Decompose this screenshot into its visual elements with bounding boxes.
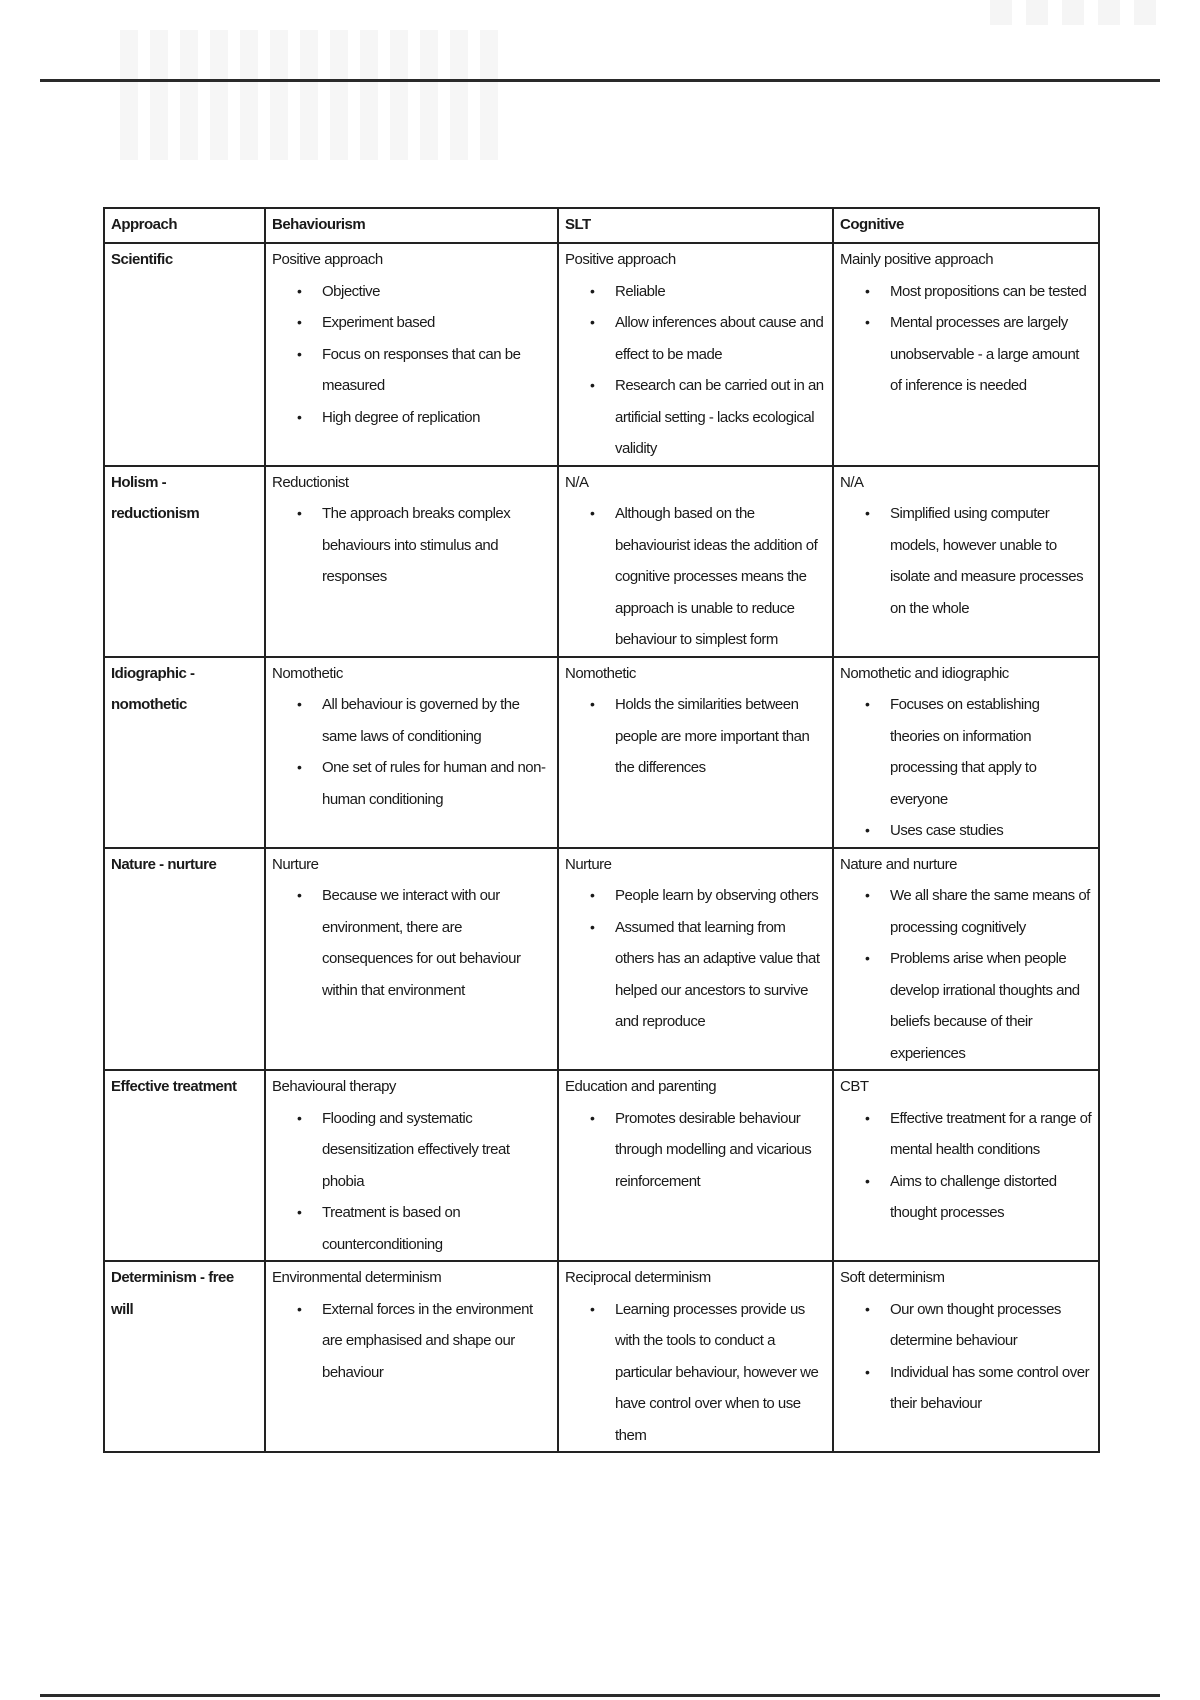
bullet-item: • Reliable: [565, 276, 826, 308]
bullet-item: • Research can be carried out in an artificial setting - lacks ecological validity: [565, 370, 826, 465]
cell-heading: Mainly positive approach: [840, 251, 994, 268]
bullet-item: • Mental processes are largely unobservable - a large amount of inference is needed: [840, 307, 1092, 402]
faded-header-watermark: [120, 30, 500, 160]
cognitive-cell: [833, 1261, 1099, 1452]
bullet-item: • Allow inferences about cause and effect to be made: [565, 307, 826, 370]
header-cell-approach: Approach: [104, 208, 265, 243]
bullet-item: • Promotes desirable behaviour through modelling and vicarious reinforcement: [565, 1103, 826, 1198]
bullet-item: • Although based on the behaviourist ideas the addition of cognitive processes means the approach is unable to reduce behaviour to simplest form: [565, 498, 826, 656]
cell-heading: CBT: [840, 1078, 869, 1095]
header-cell-cognitive: Cognitive: [833, 208, 1099, 243]
cell-heading: Positive approach: [272, 251, 383, 268]
bullet-item: • Focus on responses that can be measured: [272, 339, 551, 402]
cognitive-cell: [833, 848, 1099, 1071]
cell-heading: Nomothetic and idiographic: [840, 664, 1009, 682]
bullet-item: • Individual has some control over their behaviour: [840, 1357, 1092, 1420]
bullet-item: • People learn by observing others: [565, 880, 826, 912]
bullet-item: • One set of rules for human and non-human conditioning: [272, 752, 551, 815]
cell-heading: Environmental determinism: [272, 1269, 442, 1286]
bullet-item: • Because we interact with our environment, there are consequences for out behaviour within that environment: [272, 880, 551, 1006]
bullet-item: • Most propositions can be tested: [840, 276, 1092, 308]
slt-cell: [558, 657, 833, 848]
behaviourism-cell: [265, 1261, 558, 1452]
cell-heading: Education and parenting: [565, 1078, 717, 1095]
slt-cell: [558, 1070, 833, 1261]
cell-heading: Behavioural therapy: [272, 1078, 396, 1095]
bottom-rule: [40, 1694, 1160, 1697]
cell-heading: Reciprocal determinism: [565, 1269, 711, 1286]
behaviourism-cell: [265, 657, 558, 848]
row-label: Effective treatment: [104, 1070, 265, 1261]
row-label: Idiographic - nomothetic: [104, 657, 265, 848]
bullet-item: • Holds the similarities between people are more important than the differences: [565, 689, 826, 784]
bullet-item: • Focuses on establishing theories on information processing that apply to everyone: [840, 689, 1092, 815]
bullet-item: • Treatment is based on counterconditioning: [272, 1197, 551, 1260]
behaviourism-cell: [265, 848, 558, 1071]
cell-heading: Nomothetic: [565, 664, 636, 682]
table-row: [104, 1070, 1099, 1261]
cognitive-cell: [833, 657, 1099, 848]
cell-heading: Positive approach: [565, 251, 676, 268]
bullet-item: • Problems arise when people develop irrational thoughts and beliefs because of their experiences: [840, 943, 1092, 1069]
slt-cell: [558, 1261, 833, 1452]
behaviourism-cell: [265, 243, 558, 466]
bullet-item: • Flooding and systematic desensitization effectively treat phobia: [272, 1103, 551, 1198]
bullet-item: • Aims to challenge distorted thought processes: [840, 1166, 1092, 1229]
bullet-item: • Assumed that learning from others has an adaptive value that helped our ancestors to survive and reproduce: [565, 912, 826, 1038]
header-cell-slt: SLT: [558, 208, 833, 243]
row-label: Determinism - free will: [104, 1261, 265, 1452]
cell-heading: Nurture: [565, 855, 612, 873]
bullet-item: • Our own thought processes determine behaviour: [840, 1294, 1092, 1357]
bullet-item: • We all share the same means of processing cognitively: [840, 880, 1092, 943]
cell-heading: Nature and nurture: [840, 855, 957, 873]
table-row: [104, 1261, 1099, 1452]
slt-cell: [558, 848, 833, 1071]
bullet-item: • External forces in the environment are emphasised and shape our behaviour: [272, 1294, 551, 1389]
bullet-item: • Uses case studies: [840, 815, 1092, 847]
cognitive-cell: [833, 1070, 1099, 1261]
bullet-item: • The approach breaks complex behaviours into stimulus and responses: [272, 498, 551, 593]
header-cell-behaviourism: Behaviourism: [265, 208, 558, 243]
row-label: Holism - reductionism: [104, 466, 265, 657]
cell-heading: Nurture: [272, 855, 319, 873]
table-header-row: [104, 208, 1099, 243]
slt-cell: [558, 243, 833, 466]
slt-cell: [558, 466, 833, 657]
bullet-item: • Learning processes provide us with the tools to conduct a particular behaviour, however we have control over when to use them: [565, 1294, 826, 1452]
cell-heading: Soft determinism: [840, 1269, 945, 1286]
bullet-item: • High degree of replication: [272, 402, 551, 434]
behaviourism-cell: [265, 466, 558, 657]
table-row: [104, 848, 1099, 1071]
cell-heading: Reductionist: [272, 473, 349, 491]
bullet-item: • Simplified using computer models, however unable to isolate and measure processes on the whole: [840, 498, 1092, 624]
behaviourism-cell: [265, 1070, 558, 1261]
table-row: [104, 243, 1099, 466]
cognitive-cell: [833, 243, 1099, 466]
row-label: Scientific: [104, 243, 265, 466]
bullet-item: • All behaviour is governed by the same laws of conditioning: [272, 689, 551, 752]
faded-corner-mark: [990, 0, 1160, 25]
cell-heading: N/A: [840, 473, 864, 491]
table-row: [104, 657, 1099, 848]
table-row: [104, 466, 1099, 657]
bullet-item: • Experiment based: [272, 307, 551, 339]
bullet-item: • Objective: [272, 276, 551, 308]
cell-heading: N/A: [565, 473, 589, 491]
bullet-item: • Effective treatment for a range of mental health conditions: [840, 1103, 1092, 1166]
row-label: Nature - nurture: [104, 848, 265, 1071]
cell-heading: Nomothetic: [272, 664, 343, 682]
comparison-table: [103, 207, 1100, 1453]
cognitive-cell: [833, 466, 1099, 657]
top-rule: [40, 79, 1160, 82]
